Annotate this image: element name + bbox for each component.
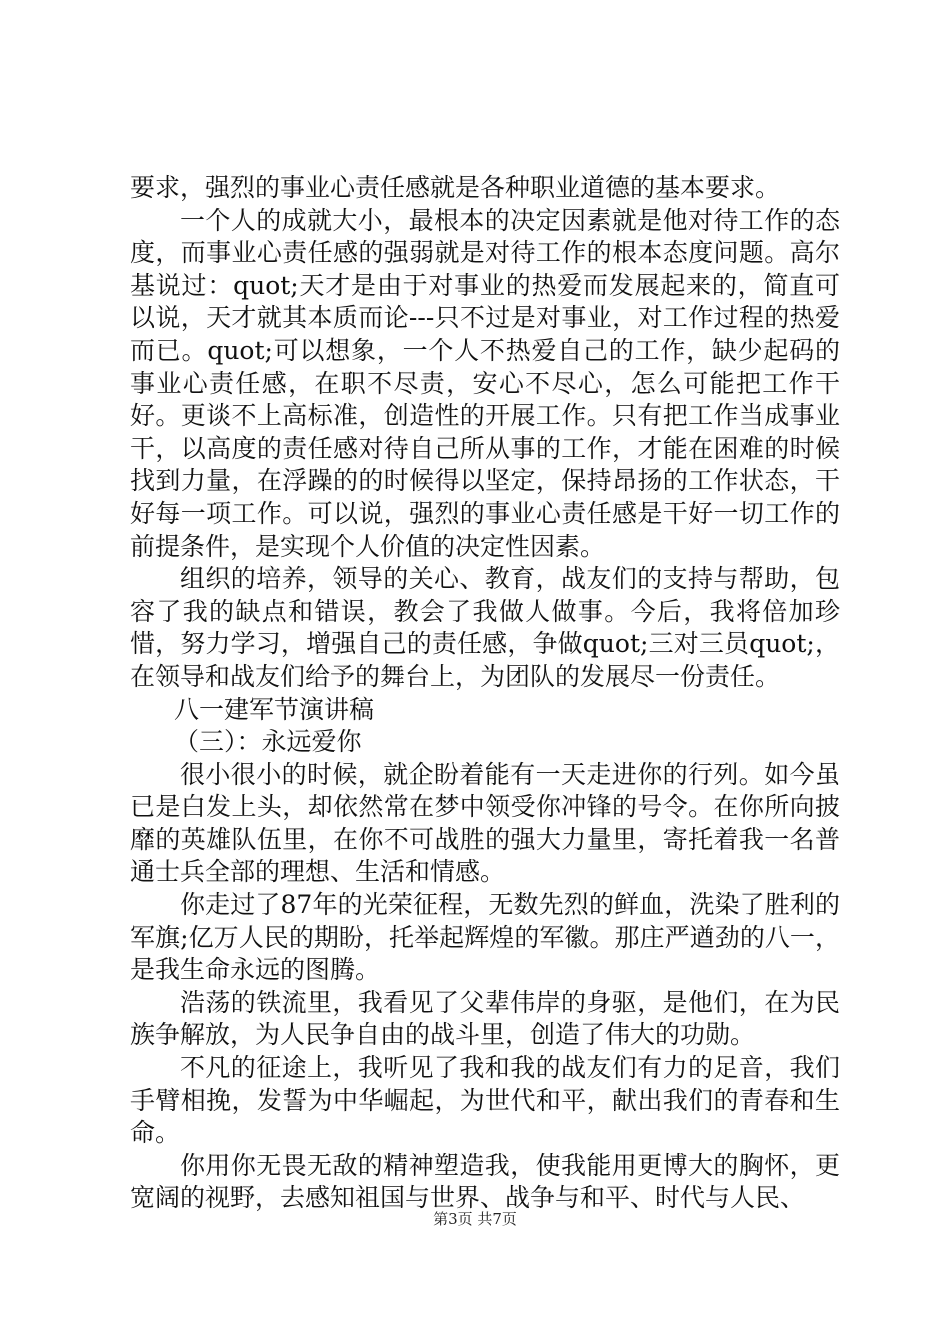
paragraph-2: 一个人的成就大小，最根本的决定因素就是他对待工作的态度，而事业心责任感的强弱就是对待工作的根本态度问题。高尔基说过：quot;天才是由于对事业的热爱而发展起来的，简直可以说，天才就其本质而论---只不过是对事业，对工作过程的热爱而已。quot;可以想象，一个人不热爱自己的工作，缺少起码的事业心责任感，在职不尽责，安心不尽心，怎么可能把工作干好。更谈不上高标准，创造性的开展工作。只有把工作当成事业干，以高度的责任感对待自己所从事的工作，才能在困难的时候找到力量，在浮躁的的时候得以坚定，保持昂扬的工作状态，干好每一项工作。可以说，强烈的事业心责任感是干好一切工作的前提条件，是实现个人价值的决定性因素。: [130, 205, 840, 561]
paragraph-1: 要求，强烈的事业心责任感就是各种职业道德的基本要求。: [130, 173, 781, 202]
paragraph-3: 组织的培养，领导的关心、教育，战友们的支持与帮助，包容了我的缺点和错误，教会了我做人做事。今后，我将倍加珍惜，努力学习，增强自己的责任感，争做quot;三对三员quot;，在领导和战友们给予的舞台上，为团队的发展尽一份责任。: [130, 564, 840, 691]
section-subtitle: （三）：永远爱你: [174, 727, 362, 757]
section-title: 八一建军节演讲稿: [174, 694, 375, 724]
paragraph-8: 你用你无畏无敌的精神塑造我，使我能用更博大的胸怀，更宽阔的视野，去感知祖国与世界、战争与和平、时代与人民、: [130, 1150, 840, 1213]
page-number: 第3页 共7页: [433, 1210, 517, 1228]
paragraph-7: 不凡的征途上，我听见了我和我的战友们有力的足音，我们手臂相挽，发誓为中华崛起，为世代和平，献出我们的青春和生命。: [130, 1053, 840, 1148]
paragraph-5: 你走过了87年的光荣征程，无数先烈的鲜血，洗染了胜利的军旗;亿万人民的期盼，托举起辉煌的军徽。那庄严遒劲的八一，是我生命永远的图腾。: [130, 890, 840, 985]
body-text: [130, 172, 840, 1215]
paragraph-4: 很小很小的时候，就企盼着能有一天走进你的行列。如今虽已是白发上头，却依然常在梦中领受你冲锋的号令。在你所向披靡的英雄队伍里，在你不可战胜的强大力量里，寄托着我一名普通士兵全部的理想、生活和情感。: [130, 759, 840, 887]
paragraph-6: 浩荡的铁流里，我看见了父辈伟岸的身驱，是他们，在为民族争解放，为人民争自由的战斗里，创造了伟大的功勋。: [130, 987, 840, 1050]
